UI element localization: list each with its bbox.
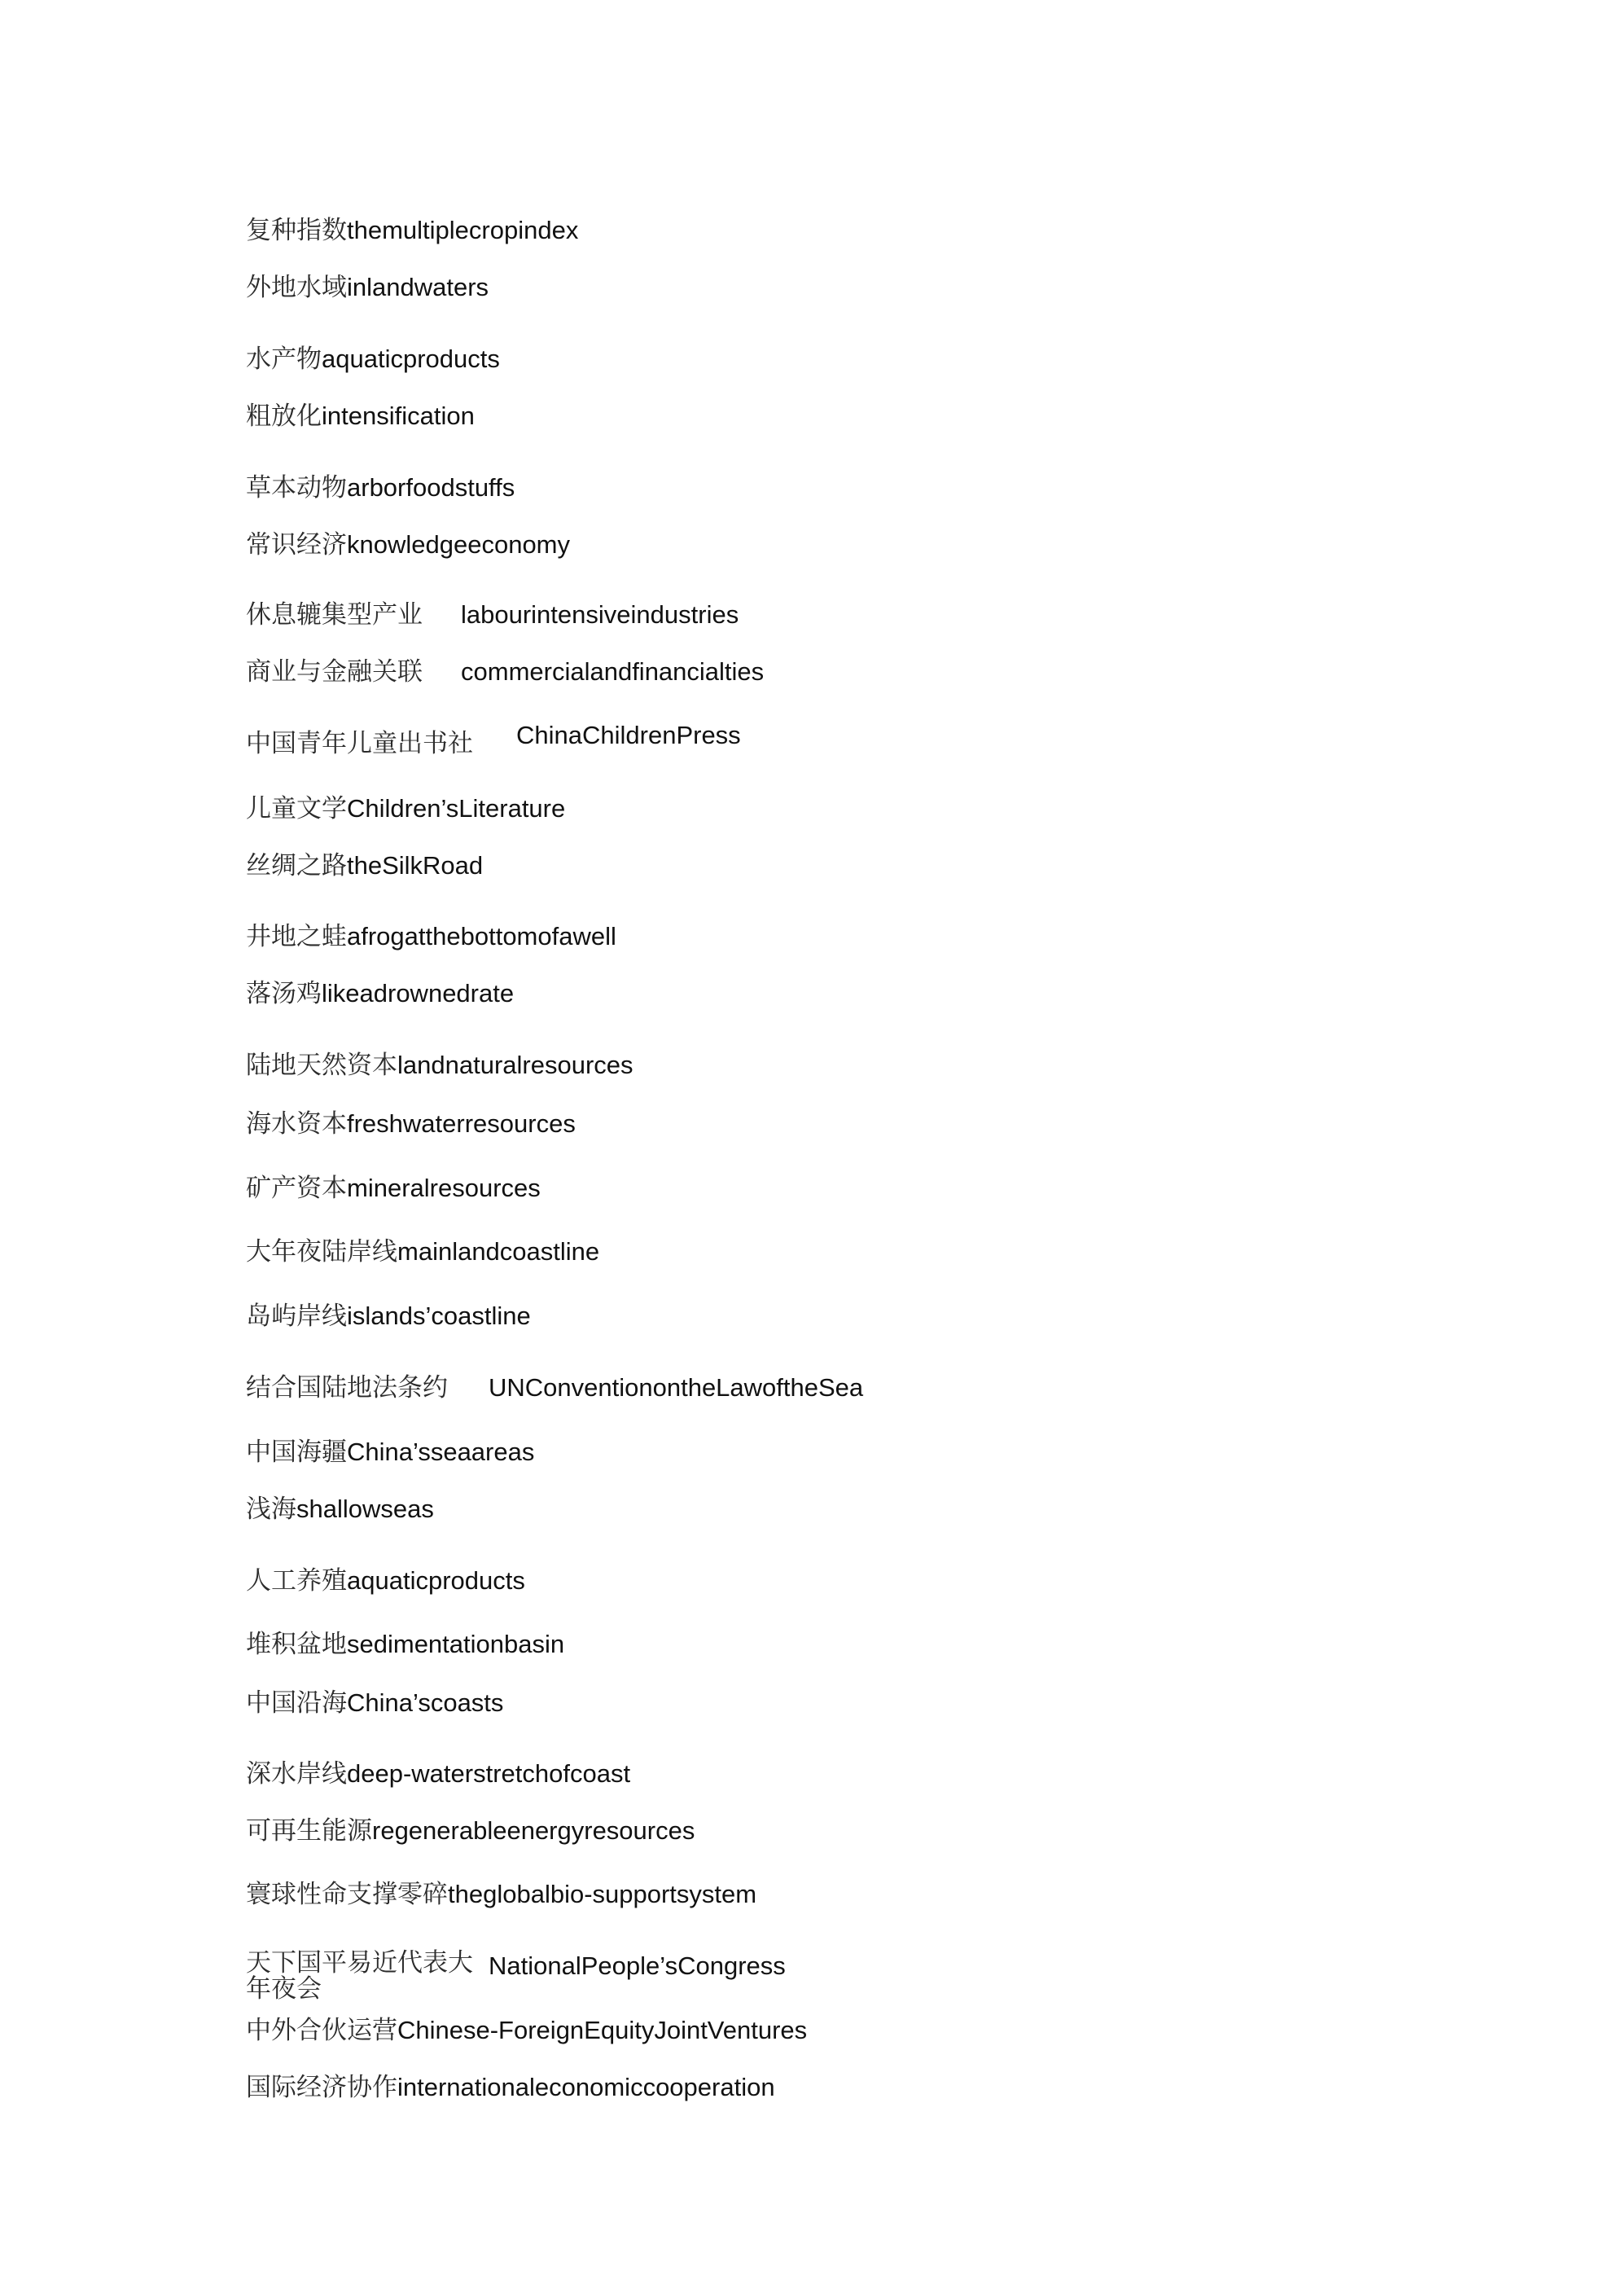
term-entry [246, 343, 500, 375]
term-chinese: 丝绸之路 [246, 851, 347, 880]
term-entry [246, 1049, 633, 1082]
term-chinese: 岛屿岸线 [246, 1302, 347, 1331]
term-english: sedimentationbasin [347, 1630, 565, 1658]
term-entry [246, 1108, 576, 1140]
term-english: commercialandfinancialties [461, 657, 765, 686]
term-english: theSilkRoad [347, 851, 484, 880]
term-entry [246, 214, 578, 247]
term-english: arborfoodstuffs [347, 473, 515, 502]
term-chinese: 复种指数 [246, 216, 347, 245]
term-english: mineralresources [347, 1174, 541, 1202]
term-chinese: 中国青年儿童出书社 [246, 729, 473, 758]
term-chinese: 矿产资本 [246, 1174, 347, 1203]
term-entry [246, 2071, 775, 2104]
term-chinese: 落汤鸡 [246, 979, 322, 1008]
term-chinese: 大年夜陆岸线 [246, 1237, 397, 1267]
term-english: Children’sLiterature [347, 794, 566, 823]
term-english: theglobalbio-supportsystem [448, 1880, 757, 1908]
term-entry [246, 1628, 564, 1661]
term-entry [246, 1758, 630, 1790]
term-english: landnaturalresources [397, 1051, 633, 1079]
term-chinese: 儿童文学 [246, 794, 347, 823]
term-chinese: 浅海 [246, 1495, 296, 1524]
term-english: internationaleconomiccooperation [397, 2073, 775, 2101]
term-english: intensification [322, 402, 475, 430]
term-entry [246, 1172, 541, 1205]
term-chinese: 粗放化 [246, 402, 322, 431]
term-entry [246, 529, 570, 561]
term-chinese: 可再生能源 [246, 1816, 372, 1846]
term-english: afrogatthebottomofawell [347, 922, 616, 950]
term-english: aquaticproducts [322, 345, 500, 373]
term-entry [246, 1878, 756, 1911]
term-english: NationalPeople’sCongress [489, 1951, 786, 1980]
term-chinese: 中外合伙运营 [246, 2016, 397, 2045]
term-chinese: 陆地天然资本 [246, 1051, 397, 1080]
term-english: mainlandcoastline [397, 1237, 600, 1266]
term-english: regenerableenergyresources [372, 1816, 695, 1845]
term-english: inlandwaters [347, 273, 489, 301]
term-entry [246, 1687, 503, 1719]
term-english: aquaticproducts [347, 1566, 525, 1595]
term-entry [246, 849, 483, 882]
term-chinese: 天下国平易近代表大年夜会 [246, 1948, 473, 2004]
term-english: shallowseas [296, 1495, 434, 1523]
term-entry [246, 1236, 599, 1268]
term-english: deep-waterstretchofcoast [347, 1759, 631, 1788]
term-english: ChinaChildrenPress [516, 721, 741, 749]
term-entry [246, 400, 475, 432]
term-entry [246, 721, 897, 760]
term-chinese: 人工养殖 [246, 1566, 347, 1596]
term-chinese: 草本动物 [246, 473, 347, 503]
term-entry [246, 1950, 979, 2007]
term-entry [246, 2014, 807, 2047]
term-entry [246, 656, 897, 688]
term-chinese: 深水岸线 [246, 1759, 347, 1789]
term-chinese: 国际经济协作 [246, 2073, 397, 2102]
term-entry [246, 792, 565, 825]
term-chinese: 中国海疆 [246, 1438, 347, 1467]
term-entry [246, 920, 616, 953]
term-entry [246, 1436, 534, 1468]
term-entry [246, 1372, 979, 1404]
term-entry [246, 599, 897, 631]
term-chinese: 堆积盆地 [246, 1630, 347, 1659]
term-chinese: 井地之蛙 [246, 922, 347, 951]
term-entry [246, 472, 515, 504]
term-english: China’scoasts [347, 1688, 504, 1717]
term-english: UNConventionontheLawoftheSea [489, 1373, 864, 1402]
term-entry [246, 271, 489, 304]
term-english: islands’coastline [347, 1302, 531, 1330]
term-english: likeadrownedrate [322, 979, 515, 1008]
term-entry [246, 1565, 525, 1597]
term-entry [246, 977, 514, 1010]
term-english: knowledgeeconomy [347, 530, 571, 559]
term-chinese: 海水资本 [246, 1109, 347, 1139]
term-chinese: 中国沿海 [246, 1688, 347, 1718]
term-chinese: 休息辘集型产业 [246, 600, 423, 630]
term-english: labourintensiveindustries [461, 600, 739, 629]
term-entry [246, 1300, 531, 1332]
term-english: freshwaterresources [347, 1109, 576, 1138]
term-english: China’sseaareas [347, 1438, 535, 1466]
term-chinese: 外地水域 [246, 273, 347, 302]
term-chinese: 常识经济 [246, 530, 347, 560]
term-entry [246, 1493, 434, 1526]
term-chinese: 水产物 [246, 345, 322, 374]
term-chinese: 结合国陆地法条约 [246, 1373, 448, 1403]
term-english: Chinese-ForeignEquityJointVentures [397, 2016, 808, 2044]
term-chinese: 商业与金融关联 [246, 657, 423, 687]
term-chinese: 寰球性命支撑零碎 [246, 1880, 448, 1909]
term-english: themultiplecropindex [347, 216, 579, 244]
term-entry [246, 1815, 695, 1847]
